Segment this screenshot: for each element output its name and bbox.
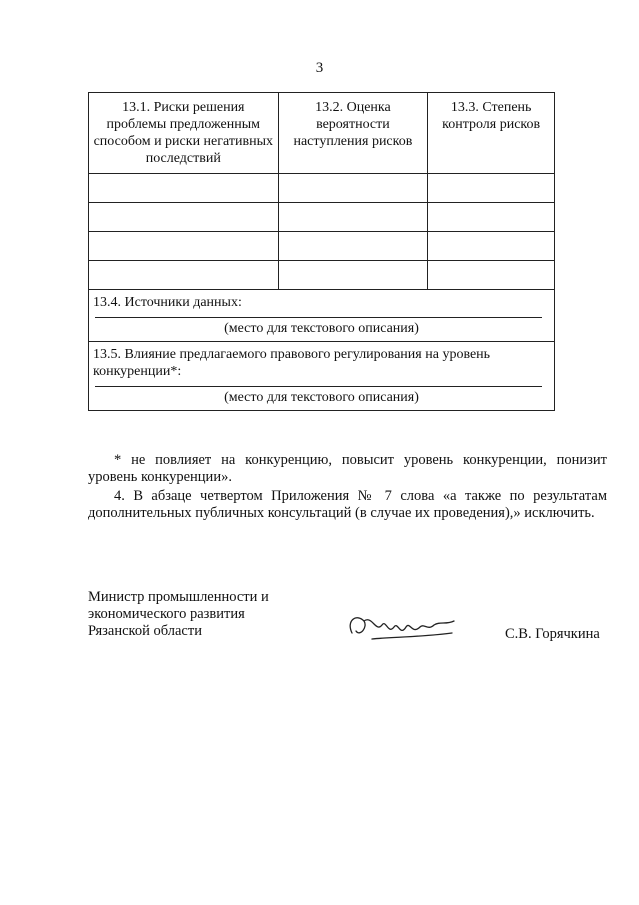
footnote: * не повлияет на конкуренцию, повысит уровень конкуренции, понизит уровень конкуренции». <box>88 452 607 485</box>
sources-placeholder-note: (место для текстового описания) <box>224 321 419 336</box>
position-line: Министр промышленности и <box>88 589 269 605</box>
page-number: 3 <box>315 60 324 76</box>
table-header-row <box>89 93 555 174</box>
table-cell <box>428 261 555 290</box>
table-cell <box>89 174 279 203</box>
table-row <box>89 232 555 261</box>
table-cell <box>89 232 279 261</box>
handwritten-signature <box>342 607 462 647</box>
competition-cell <box>89 342 555 411</box>
table-cell <box>428 232 555 261</box>
table-cell <box>428 174 555 203</box>
sources-row <box>89 290 555 342</box>
position-line: экономического развития <box>88 606 245 622</box>
table-row <box>89 174 555 203</box>
body-text <box>88 452 607 524</box>
signer-name: С.В. Горячкина <box>505 626 600 642</box>
table-row <box>89 203 555 232</box>
text-line <box>95 317 542 318</box>
position-line: Рязанской области <box>88 623 202 639</box>
text-line <box>95 386 542 387</box>
table-cell <box>428 203 555 232</box>
table-cell <box>278 203 428 232</box>
table-row <box>89 261 555 290</box>
paragraph-4: 4. В абзаце четвертом Приложения № 7 слова «а также по результатам дополнительных публичных консультаций (в случае их проведения),» исключить. <box>88 488 607 521</box>
table-cell <box>89 261 279 290</box>
table-cell <box>278 232 428 261</box>
table-cell <box>278 174 428 203</box>
header-probability: 13.2. Оценка вероятности наступления рисков <box>278 93 428 174</box>
sources-cell <box>89 290 555 342</box>
competition-placeholder-note: (место для текстового описания) <box>224 390 419 405</box>
table-cell <box>89 203 279 232</box>
risk-table <box>88 92 555 411</box>
competition-label: 13.5. Влияние предлагаемого правового регулирования на уровень конкуренции*: <box>93 347 491 379</box>
competition-row <box>89 342 555 411</box>
table-cell <box>278 261 428 290</box>
sources-label: 13.4. Источники данных: <box>93 295 242 310</box>
header-control: 13.3. Степень контроля рисков <box>428 93 555 174</box>
header-risks: 13.1. Риски решения проблемы предложенным способом и риски негативных последствий <box>89 93 279 174</box>
signatory-position <box>88 589 269 640</box>
